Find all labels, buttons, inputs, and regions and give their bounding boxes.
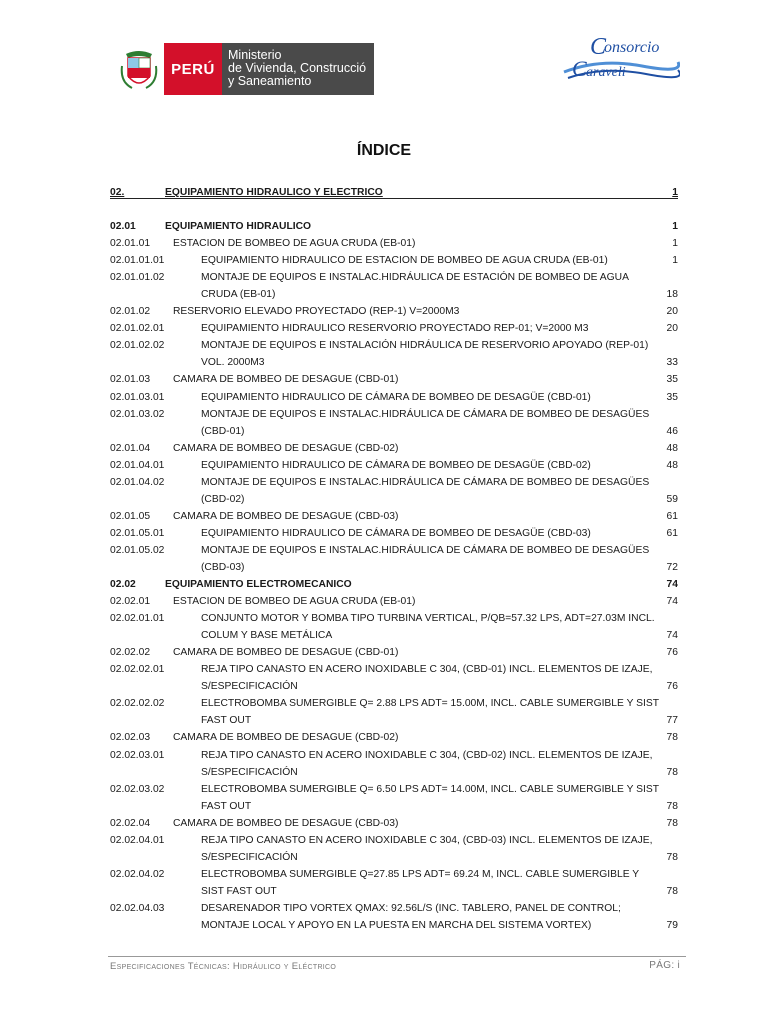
toc-entry-page: 76 — [666, 681, 678, 693]
toc-entry-page: 78 — [666, 885, 678, 897]
toc-entry-page: 72 — [666, 561, 678, 573]
toc-entry-number: 02.01.05.01 — [110, 527, 165, 539]
page-header — [0, 0, 768, 110]
toc-entry[interactable] — [110, 389, 678, 406]
toc-entry-number: 02.01.01 — [110, 238, 151, 250]
toc-entry-number: 02.01.04 — [110, 442, 151, 454]
toc-entry[interactable] — [110, 235, 678, 252]
toc-entry[interactable] — [110, 320, 678, 337]
toc-entry-number: 02.02.04.03 — [110, 902, 165, 914]
toc-entry-page: 20 — [666, 323, 678, 335]
toc-entry-page: 1 — [672, 238, 678, 250]
toc-entry-title: EQUIPAMIENTO ELECTROMECANICO — [165, 579, 352, 591]
toc-entry-title: REJA TIPO CANASTO EN ACERO INOXIDABLE C 304, (CBD-03) INCL. ELEMENTOS DE IZAJE, S/ESPECIFICACIÓN — [201, 834, 653, 863]
toc-entry-page: 61 — [666, 527, 678, 539]
toc-entry-page: 46 — [666, 425, 678, 437]
toc-entry-title: MONTAJE DE EQUIPOS E INSTALAC.HIDRÁULICA DE CÁMARA DE BOMBEO DE DESAGÜES (CBD-01) — [201, 408, 650, 437]
toc-entry-page: 48 — [666, 442, 678, 454]
toc-entry-title: CAMARA DE BOMBEO DE DESAGUE (CBD-01) — [173, 374, 399, 386]
svg-text:onsorcio: onsorcio — [604, 39, 660, 56]
toc-entry-title: EQUIPAMIENTO HIDRAULICO DE CÁMARA DE BOMBEO DE DESAGÜE (CBD-03) — [201, 527, 591, 539]
toc-entry-page: 59 — [666, 493, 678, 505]
toc-entry-number: 02.02.04.01 — [110, 834, 165, 846]
toc-entry-title: EQUIPAMIENTO HIDRAULICO DE ESTACION DE BOMBEO DE AGUA CRUDA (EB-01) — [201, 255, 608, 267]
toc-entry[interactable] — [110, 781, 678, 815]
toc-entry-number: 02.01.04.02 — [110, 476, 165, 488]
toc-entry-page: 18 — [666, 289, 678, 301]
toc-entry-page: 78 — [666, 800, 678, 812]
toc-entry-number: 02.02.02.02 — [110, 698, 165, 710]
toc-entry-page: 20 — [666, 306, 678, 318]
toc-entry-page: 1 — [672, 221, 678, 233]
toc-entry-title: EQUIPAMIENTO HIDRAULICO DE CÁMARA DE BOMBEO DE DESAGÜE (CBD-01) — [201, 391, 591, 403]
toc-entry[interactable] — [110, 695, 678, 729]
toc-entry-title: REJA TIPO CANASTO EN ACERO INOXIDABLE C 304, (CBD-02) INCL. ELEMENTOS DE IZAJE, S/ESPECIFICACIÓN — [201, 749, 653, 778]
toc-entry-title: ESTACION DE BOMBEO DE AGUA CRUDA (EB-01) — [173, 596, 416, 608]
page-title: ÍNDICE — [356, 142, 412, 159]
toc-entry[interactable] — [110, 406, 678, 440]
toc-entry-number: 02.01.01.01 — [110, 255, 165, 267]
ministry-label — [222, 43, 374, 95]
toc-entry-number: 02.01.03 — [110, 374, 151, 386]
toc-entry-number: 02.01.02.02 — [110, 340, 165, 352]
toc-entry-title: MONTAJE DE EQUIPOS E INSTALACIÓN HIDRÁULICA DE RESERVORIO APOYADO (REP-01) VOL. 2000M3 — [201, 340, 649, 369]
svg-text:C: C — [572, 56, 587, 81]
toc-entry-number: 02.01.03.02 — [110, 408, 165, 420]
toc-entry[interactable] — [110, 832, 678, 866]
toc-entry-title: ELECTROBOMBA SUMERGIBLE Q=27.85 LPS ADT= 69.24 M, INCL. CABLE SUMERGIBLE Y SIST FAST OUT — [201, 868, 639, 897]
toc-entry-title: ELECTROBOMBA SUMERGIBLE Q= 2.88 LPS ADT= 15.00M, INCL. CABLE SUMERGIBLE Y SIST FAST OUT — [201, 698, 659, 727]
toc-entry-page: 74 — [666, 596, 678, 608]
toc-entry[interactable] — [110, 525, 678, 542]
toc-entry-page: 77 — [666, 715, 678, 727]
toc-entry-number: 02.02.04.02 — [110, 868, 165, 880]
toc-entry-number: 02.01.05.02 — [110, 544, 165, 556]
toc-entry-number: 02.02.04 — [110, 817, 151, 829]
toc-entry-page: 74 — [666, 579, 678, 591]
toc-entry[interactable] — [110, 815, 678, 832]
toc-entry[interactable] — [110, 474, 678, 508]
toc-entry-number: 02.01.04.01 — [110, 459, 165, 471]
toc-entry-number: 02.02.02.01 — [110, 664, 165, 676]
toc-entry[interactable] — [110, 576, 678, 593]
footer-document-title: Especificaciones Técnicas: Hidráulico y Eléctrico — [110, 961, 337, 972]
table-of-contents — [110, 184, 678, 934]
toc-entry[interactable] — [110, 866, 678, 900]
toc-entry-number: 02.01.05 — [110, 510, 151, 522]
toc-entry-number: 02.01.02.01 — [110, 323, 165, 335]
toc-entry-number: 02.01.02 — [110, 306, 151, 318]
toc-entry[interactable] — [110, 337, 678, 371]
toc-entry-number: 02.01.03.01 — [110, 391, 165, 403]
toc-entry-number: 02.01.01.02 — [110, 272, 165, 284]
toc-entry[interactable] — [110, 440, 678, 457]
toc-entry-page: 35 — [666, 374, 678, 386]
toc-entry-page: 1 — [672, 255, 678, 267]
toc-entry[interactable] — [110, 593, 678, 610]
toc-entry-number: 02.02.01.01 — [110, 613, 165, 625]
footer-divider — [108, 956, 686, 957]
svg-text:C: C — [590, 36, 607, 60]
toc-entry-page: 35 — [666, 391, 678, 403]
toc-entry-title: EQUIPAMIENTO HIDRAULICO RESERVORIO PROYECTADO REP-01; V=2000 M3 — [201, 323, 589, 335]
toc-entry-page: 78 — [666, 817, 678, 829]
toc-entry-page: 76 — [666, 647, 678, 659]
toc-entry-number: 02.02.03.02 — [110, 783, 165, 795]
toc-entry[interactable] — [110, 218, 678, 235]
toc-entry-page: 33 — [666, 357, 678, 369]
ministry-line-3: y Saneamiento — [228, 74, 312, 88]
toc-entry[interactable] — [110, 457, 678, 474]
toc-entry-title: CAMARA DE BOMBEO DE DESAGUE (CBD-02) — [173, 442, 399, 454]
toc-entry-title: REJA TIPO CANASTO EN ACERO INOXIDABLE C 304, (CBD-01) INCL. ELEMENTOS DE IZAJE, S/ESPECIFICACIÓN — [201, 664, 653, 693]
toc-entry-title: ELECTROBOMBA SUMERGIBLE Q= 6.50 LPS ADT= 14.00M, INCL. CABLE SUMERGIBLE Y SIST FAST OUT — [201, 783, 659, 812]
toc-entry-number: 02.02.03 — [110, 732, 151, 744]
toc-entry-number: 02. — [110, 187, 125, 198]
toc-entry-title: CONJUNTO MOTOR Y BOMBA TIPO TURBINA VERTICAL, P/QB=57.32 LPS, ADT=27.03M INCL. COLUM Y BASE METÁLICA — [201, 613, 655, 642]
toc-entry-title: EQUIPAMIENTO HIDRAULICO Y ELECTRICO — [165, 187, 383, 198]
toc-entry-page: 48 — [666, 459, 678, 471]
peru-label: PERÚ — [164, 43, 222, 95]
toc-entry-title: EQUIPAMIENTO HIDRAULICO DE CÁMARA DE BOMBEO DE DESAGÜE (CBD-02) — [201, 459, 591, 471]
toc-entry-number: 02.02 — [110, 579, 136, 591]
toc-entry-page: 61 — [666, 510, 678, 522]
toc-entry-number: 02.02.02 — [110, 647, 151, 659]
toc-entry-title: RESERVORIO ELEVADO PROYECTADO (REP-1) V=2000M3 — [173, 306, 460, 318]
toc-entry-number: 02.02.01 — [110, 596, 151, 608]
toc-entry-page: 78 — [666, 732, 678, 744]
toc-entry[interactable] — [110, 184, 678, 201]
toc-entry[interactable] — [110, 269, 678, 303]
toc-entry[interactable] — [110, 542, 678, 576]
toc-entry-number: 02.02.03.01 — [110, 749, 165, 761]
ministry-line-2: de Vivienda, Construcció — [228, 61, 367, 75]
toc-entry[interactable] — [110, 508, 678, 525]
coat-of-arms-icon — [118, 46, 160, 94]
toc-entry-title: ESTACION DE BOMBEO DE AGUA CRUDA (EB-01) — [173, 238, 416, 250]
toc-entry-number: 02.01 — [110, 221, 136, 233]
toc-entry-title: EQUIPAMIENTO HIDRAULICO — [165, 221, 312, 233]
toc-entry[interactable] — [110, 252, 678, 269]
toc-underline — [110, 198, 678, 199]
toc-entry-title: CAMARA DE BOMBEO DE DESAGUE (CBD-03) — [173, 817, 399, 829]
toc-entry[interactable] — [110, 644, 678, 661]
toc-entry[interactable] — [110, 729, 678, 746]
toc-entry-title: CAMARA DE BOMBEO DE DESAGUE (CBD-03) — [173, 510, 399, 522]
toc-entry-page: 74 — [666, 630, 678, 642]
toc-entry-title: CAMARA DE BOMBEO DE DESAGUE (CBD-01) — [173, 647, 399, 659]
svg-text:araveli: araveli — [586, 65, 626, 80]
toc-entry-title: MONTAJE DE EQUIPOS E INSTALAC.HIDRÁULICA DE CÁMARA DE BOMBEO DE DESAGÜES (CBD-03) — [201, 544, 650, 573]
toc-entry-page: 1 — [672, 187, 678, 198]
toc-entry[interactable] — [110, 610, 678, 644]
toc-entry-title: MONTAJE DE EQUIPOS E INSTALAC.HIDRÁULICA DE CÁMARA DE BOMBEO DE DESAGÜES (CBD-02) — [201, 476, 650, 505]
toc-entry[interactable] — [110, 747, 678, 781]
ministry-line-1: Ministerio — [228, 48, 282, 62]
footer-page-number: PÁG: i — [649, 960, 680, 971]
toc-entry[interactable] — [110, 661, 678, 695]
toc-entry[interactable] — [110, 303, 678, 320]
toc-entry-title: DESARENADOR TIPO VORTEX QMAX: 92.56L/S (INC. TABLERO, PANEL DE CONTROL; MONTAJE LOCAL Y APOYO EN LA PUESTA EN MARCHA DEL SISTEMA VORTEX) — [201, 902, 621, 931]
toc-entry-title: MONTAJE DE EQUIPOS E INSTALAC.HIDRÁULICA DE ESTACIÓN DE BOMBEO DE AGUA CRUDA (EB-01) — [201, 272, 629, 301]
toc-entry-page: 78 — [666, 766, 678, 778]
toc-entry-page: 78 — [666, 851, 678, 863]
consorcio-caraveli-logo — [560, 36, 680, 84]
toc-entry-title: CAMARA DE BOMBEO DE DESAGUE (CBD-02) — [173, 732, 399, 744]
toc-entry-page: 79 — [666, 919, 678, 931]
toc-entry[interactable] — [110, 900, 678, 934]
toc-entry[interactable] — [110, 371, 678, 388]
